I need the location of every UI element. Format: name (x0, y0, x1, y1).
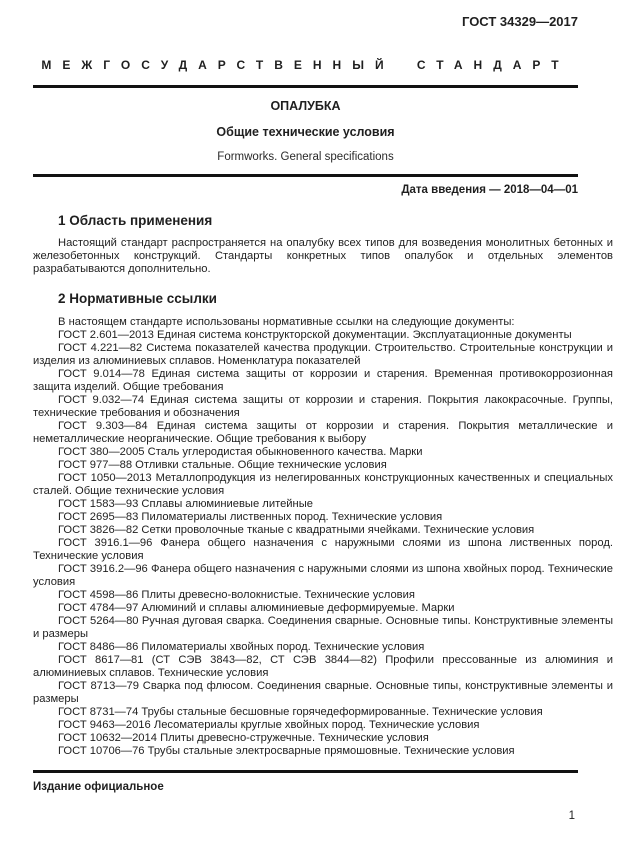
reference-item: ГОСТ 10706—76 Трубы стальные электросварные прямошовные. Технические условия (58, 745, 515, 757)
reference-item: ГОСТ 8486—86 Пиломатериалы хвойных пород. Технические условия (58, 641, 425, 653)
document-subtitle: Общие технические условия (216, 125, 395, 139)
scope-paragraph: Настоящий стандарт распространяется на опалубку всех типов для возведения монолитных бетонных и железобетонных конструкций. Стандарты конкретных типов опалубок и отдельных элементов разрабатываются дополнительно. (33, 237, 613, 275)
gost-number: ГОСТ 34329—2017 (462, 14, 578, 29)
footer-rule (33, 770, 578, 773)
page-number: 1 (568, 810, 575, 822)
reference-item: ГОСТ 3826—82 Сетки проволочные тканые с квадратными ячейками. Технические условия (58, 524, 535, 536)
standard-type-label: МЕЖГОСУДАРСТВЕННЫЙ СТАНДАРТ (41, 58, 570, 72)
reference-item: ГОСТ 2.601—2013 Единая система конструкторской документации. Эксплуатационные документы (58, 329, 572, 341)
document-body (33, 213, 613, 758)
section-heading-scope: 1 Область применения (58, 213, 213, 228)
reference-item: ГОСТ 3916.1—96 Фанера общего назначения с наружными слоями из шпона лиственных пород. Технические условия (33, 537, 613, 562)
reference-item: ГОСТ 4784—97 Алюминий и сплавы алюминиевые деформируемые. Марки (58, 602, 455, 614)
reference-item: ГОСТ 9.303—84 Единая система защиты от коррозии и старения. Покрытия металлические и неметаллические неорганические. Общие требования к выбору (33, 420, 613, 445)
references-list (33, 329, 613, 758)
reference-item: ГОСТ 977—88 Отливки стальные. Общие технические условия (58, 459, 387, 471)
reference-item: ГОСТ 9.032—74 Единая система защиты от коррозии и старения. Покрытия лакокрасочные. Группы, технические требования и обозначения (33, 394, 613, 419)
introduction-date: Дата введения — 2018—04—01 (401, 184, 578, 196)
reference-item: ГОСТ 2695—83 Пиломатериалы лиственных пород. Технические условия (58, 511, 443, 523)
references-intro: В настоящем стандарте использованы нормативные ссылки на следующие документы: (58, 316, 515, 328)
reference-item: ГОСТ 5264—80 Ручная дуговая сварка. Соединения сварные. Основные типы. Конструктивные элементы и размеры (33, 615, 613, 640)
reference-item: ГОСТ 8713—79 Сварка под флюсом. Соединения сварные. Основные типы, конструктивные элементы и размеры (33, 680, 613, 705)
reference-item: ГОСТ 9.014—78 Единая система защиты от коррозии и старения. Временная противокоррозионная защита изделий. Общие требования (33, 368, 613, 393)
reference-item: ГОСТ 8731—74 Трубы стальные бесшовные горячедеформированные. Технические условия (58, 706, 543, 718)
reference-item: ГОСТ 4.221—82 Система показателей качества продукции. Строительство. Строительные конструкции и изделия из алюминиевых сплавов. Номенклатура показателей (33, 342, 613, 367)
document-footer (33, 770, 578, 823)
header-rule-top (33, 85, 578, 88)
reference-item: ГОСТ 8617—81 (СТ СЭВ 3843—82, СТ СЭВ 3844—82) Профили прессованные из алюминия и алюминиевых сплавов. Технические условия (33, 654, 613, 679)
document-title: ОПАЛУБКА (270, 99, 341, 113)
reference-item: ГОСТ 4598—86 Плиты древесно-волокнистые. Технические условия (58, 589, 415, 601)
reference-item: ГОСТ 3916.2—96 Фанера общего назначения с наружными слоями из шпона хвойных пород. Технические условия (33, 563, 613, 588)
reference-item: ГОСТ 10632—2014 Плиты древесно-стружечные. Технические условия (58, 732, 429, 744)
reference-item: ГОСТ 1050—2013 Металлопродукция из нелегированных конструкционных качественных и специальных сталей. Общие технические условия (33, 472, 613, 497)
section-heading-normative-references: 2 Нормативные ссылки (58, 291, 217, 306)
reference-item: ГОСТ 380—2005 Сталь углеродистая обыкновенного качества. Марки (58, 446, 423, 458)
header-rule-bottom (33, 174, 578, 177)
document-title-english: Formworks. General specifications (217, 151, 394, 163)
document-header (33, 14, 578, 197)
reference-item: ГОСТ 1583—93 Сплавы алюминиевые литейные (58, 498, 313, 510)
edition-note: Издание официальное (33, 781, 164, 793)
reference-item: ГОСТ 9463—2016 Лесоматериалы круглые хвойных пород. Технические условия (58, 719, 480, 731)
